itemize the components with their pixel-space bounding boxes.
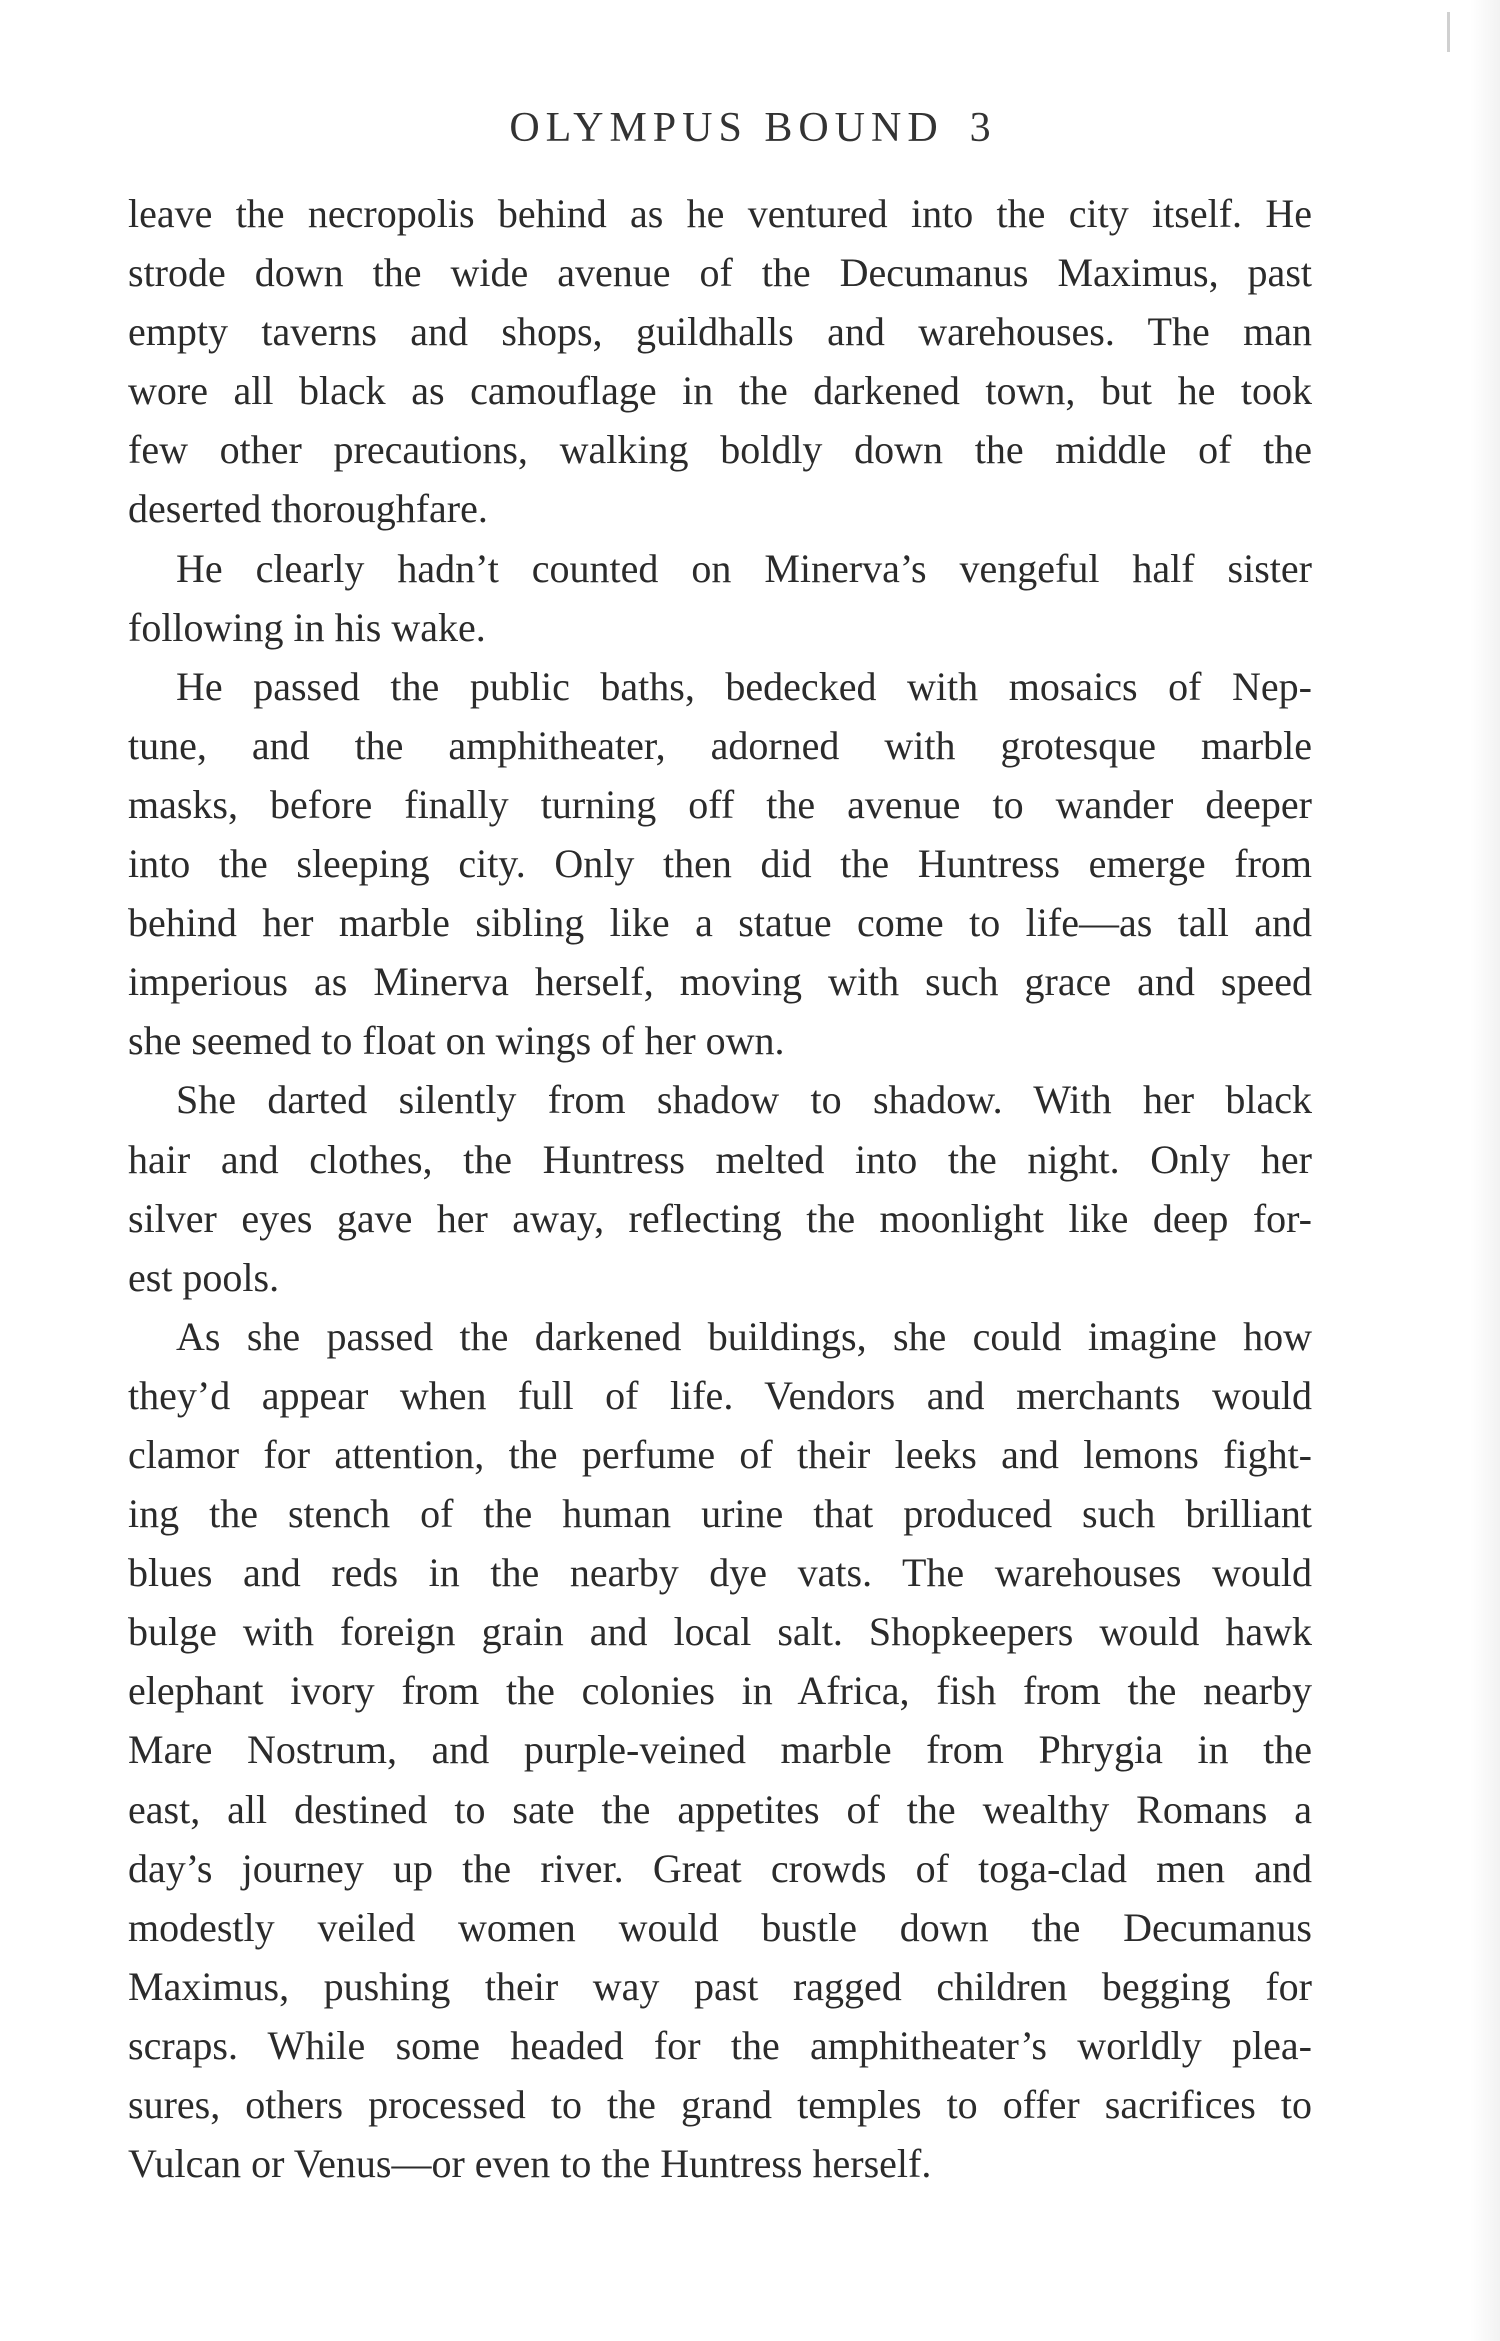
scan-artifact (1447, 12, 1450, 52)
text-line: Vulcan or Venus—or even to the Huntress herself. (128, 2141, 932, 2187)
text-line: they’d appear when full of life. Vendors and merchants would (128, 1372, 1312, 1418)
text-line: masks, before finally turning off the avenue to wander deeper (128, 781, 1312, 827)
text-line: bulge with foreign grain and local salt. Shopkeepers would hawk (128, 1609, 1312, 1655)
text-line: scraps. While some headed for the amphitheater’s worldly plea- (128, 2022, 1312, 2068)
text-line: Maximus, pushing their way past ragged children begging for (128, 1963, 1312, 2009)
text-line: day’s journey up the river. Great crowds of toga-clad men and (128, 1845, 1312, 1891)
text-line: she seemed to float on wings of her own. (128, 1018, 785, 1064)
text-line: sures, others processed to the grand temples to offer sacrifices to (128, 2082, 1312, 2127)
paragraph-first-line: She darted silently from shadow to shadow. With her black (176, 1077, 1312, 1123)
body-text (128, 184, 1312, 2193)
text-line: leave the necropolis behind as he ventured into the city itself. He (128, 191, 1312, 236)
text-line: few other precautions, walking boldly down the middle of the (128, 427, 1312, 473)
text-line: silver eyes gave her away, reflecting the moonlight like deep for- (128, 1195, 1312, 1241)
text-line: ing the stench of the human urine that produced such brilliant (128, 1491, 1312, 1537)
running-head: OLYMPUS BOUND (509, 105, 944, 151)
text-line: est pools. (128, 1254, 280, 1300)
text-line: hair and clothes, the Huntress melted into the night. Only her (128, 1136, 1312, 1182)
text-line: empty taverns and shops, guildhalls and warehouses. The man (128, 309, 1312, 355)
text-line: deserted thoroughfare. (128, 486, 488, 532)
text-line: wore all black as camouflage in the darkened town, but he took (128, 368, 1312, 414)
text-line: behind her marble sibling like a statue come to life—as tall and (128, 900, 1312, 946)
scan-edge-shadow (1470, 0, 1500, 2341)
text-line: modestly veiled women would bustle down the Decumanus (128, 1904, 1312, 1950)
text-line: strode down the wide avenue of the Decumanus Maximus, past (128, 250, 1312, 296)
text-line: following in his wake. (128, 604, 486, 650)
page-header (0, 104, 1500, 164)
text-line: imperious as Minerva herself, moving with such grace and speed (128, 959, 1312, 1005)
text-line: tune, and the amphitheater, adorned with grotesque marble (128, 722, 1312, 768)
paragraph-first-line: He passed the public baths, bedecked with mosaics of Nep- (176, 663, 1312, 709)
text-line: east, all destined to sate the appetites of the wealthy Romans a (128, 1786, 1312, 1832)
paragraph-first-line: As she passed the darkened buildings, she could imagine how (176, 1313, 1312, 1359)
text-line: elephant ivory from the colonies in Africa, fish from the nearby (128, 1668, 1312, 1714)
text-line: Mare Nostrum, and purple-veined marble from Phrygia in the (128, 1727, 1312, 1773)
text-line: blues and reds in the nearby dye vats. The warehouses would (128, 1550, 1312, 1596)
page-number: 3 (969, 105, 991, 151)
paragraph-first-line: He clearly hadn’t counted on Minerva’s vengeful half sister (176, 545, 1312, 591)
text-line: clamor for attention, the perfume of their leeks and lemons fight- (128, 1431, 1312, 1477)
text-line: into the sleeping city. Only then did the Huntress emerge from (128, 841, 1312, 887)
